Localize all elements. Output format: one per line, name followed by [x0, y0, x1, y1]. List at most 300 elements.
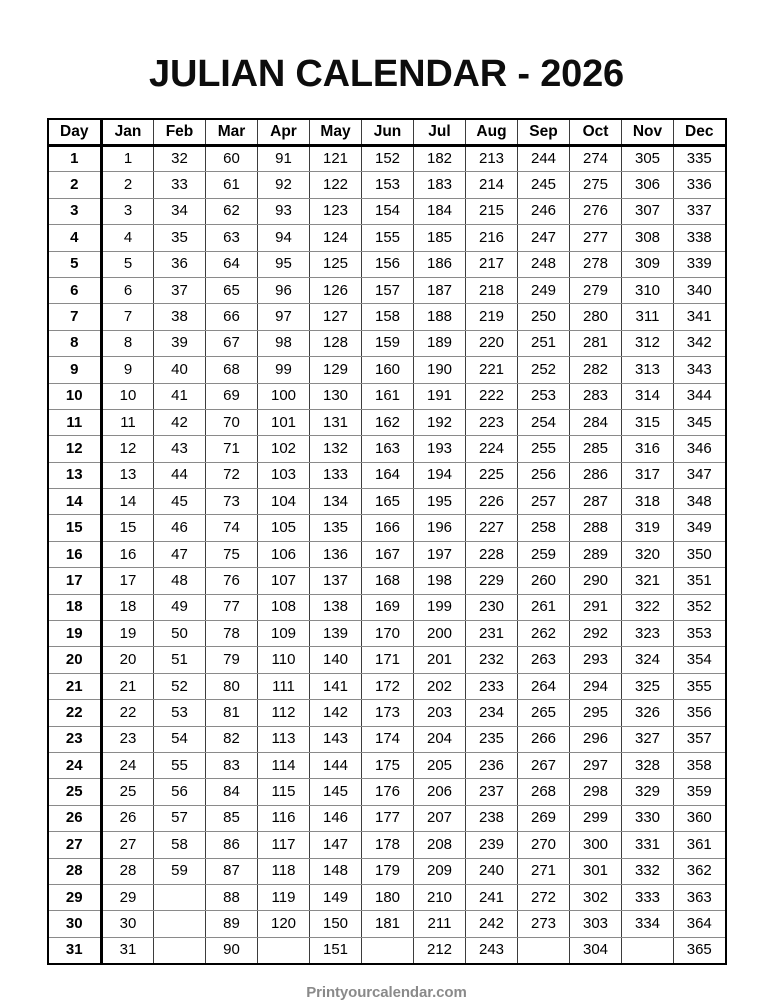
table-row — [48, 858, 726, 884]
julian-day-cell: 148 — [310, 858, 362, 884]
julian-day-cell: 85 — [206, 805, 258, 831]
julian-day-cell: 164 — [362, 462, 414, 488]
julian-day-cell: 106 — [258, 541, 310, 567]
julian-day-cell: 286 — [570, 462, 622, 488]
julian-day-cell: 332 — [622, 858, 674, 884]
julian-day-cell: 186 — [414, 251, 466, 277]
julian-day-cell: 67 — [206, 330, 258, 356]
julian-day-cell: 98 — [258, 330, 310, 356]
julian-day-cell: 297 — [570, 752, 622, 778]
julian-table-container — [47, 96, 727, 965]
empty-cell — [362, 937, 414, 963]
table-row — [48, 726, 726, 752]
julian-day-cell: 163 — [362, 436, 414, 462]
julian-day-cell: 70 — [206, 409, 258, 435]
julian-day-cell: 352 — [674, 594, 726, 620]
julian-day-cell: 103 — [258, 462, 310, 488]
julian-day-cell: 109 — [258, 621, 310, 647]
julian-day-cell: 123 — [310, 198, 362, 224]
julian-day-cell: 196 — [414, 515, 466, 541]
julian-day-cell: 101 — [258, 409, 310, 435]
julian-day-cell: 348 — [674, 489, 726, 515]
julian-day-cell: 71 — [206, 436, 258, 462]
julian-day-cell: 211 — [414, 911, 466, 937]
day-number-cell: 24 — [48, 752, 102, 778]
julian-day-cell: 181 — [362, 911, 414, 937]
julian-day-cell: 44 — [154, 462, 206, 488]
julian-day-cell: 314 — [622, 383, 674, 409]
julian-day-cell: 173 — [362, 700, 414, 726]
julian-day-cell: 89 — [206, 911, 258, 937]
day-number-cell: 9 — [48, 357, 102, 383]
table-row — [48, 647, 726, 673]
julian-day-cell: 293 — [570, 647, 622, 673]
julian-day-cell: 240 — [466, 858, 518, 884]
julian-day-cell: 58 — [154, 832, 206, 858]
julian-day-cell: 239 — [466, 832, 518, 858]
julian-day-cell: 91 — [258, 146, 310, 172]
julian-day-cell: 284 — [570, 409, 622, 435]
julian-day-cell: 180 — [362, 884, 414, 910]
julian-day-cell: 46 — [154, 515, 206, 541]
julian-day-cell: 331 — [622, 832, 674, 858]
julian-day-cell: 72 — [206, 462, 258, 488]
day-number-cell: 20 — [48, 647, 102, 673]
julian-day-cell: 309 — [622, 251, 674, 277]
julian-day-cell: 268 — [518, 779, 570, 805]
julian-day-cell: 312 — [622, 330, 674, 356]
julian-day-cell: 115 — [258, 779, 310, 805]
julian-day-cell: 248 — [518, 251, 570, 277]
julian-day-cell: 140 — [310, 647, 362, 673]
julian-day-cell: 250 — [518, 304, 570, 330]
table-row — [48, 541, 726, 567]
julian-day-cell: 267 — [518, 752, 570, 778]
julian-day-cell: 64 — [206, 251, 258, 277]
julian-day-cell: 364 — [674, 911, 726, 937]
julian-day-cell: 172 — [362, 673, 414, 699]
julian-day-cell: 209 — [414, 858, 466, 884]
julian-day-cell: 296 — [570, 726, 622, 752]
julian-day-cell: 361 — [674, 832, 726, 858]
julian-day-cell: 365 — [674, 937, 726, 963]
table-row — [48, 330, 726, 356]
julian-day-cell: 294 — [570, 673, 622, 699]
julian-day-cell: 237 — [466, 779, 518, 805]
day-number-cell: 8 — [48, 330, 102, 356]
julian-day-cell: 325 — [622, 673, 674, 699]
julian-day-cell: 227 — [466, 515, 518, 541]
julian-day-cell: 165 — [362, 489, 414, 515]
julian-day-cell: 187 — [414, 277, 466, 303]
julian-day-cell: 75 — [206, 541, 258, 567]
julian-day-cell: 50 — [154, 621, 206, 647]
julian-day-cell: 158 — [362, 304, 414, 330]
julian-day-cell: 15 — [102, 515, 154, 541]
julian-day-cell: 162 — [362, 409, 414, 435]
julian-day-cell: 167 — [362, 541, 414, 567]
julian-day-cell: 327 — [622, 726, 674, 752]
julian-day-cell: 247 — [518, 225, 570, 251]
julian-day-cell: 205 — [414, 752, 466, 778]
julian-day-cell: 304 — [570, 937, 622, 963]
table-row — [48, 937, 726, 963]
column-header-sep: Sep — [518, 119, 570, 146]
julian-day-cell: 73 — [206, 489, 258, 515]
day-number-cell: 30 — [48, 911, 102, 937]
julian-day-cell: 233 — [466, 673, 518, 699]
day-number-cell: 7 — [48, 304, 102, 330]
julian-day-cell: 257 — [518, 489, 570, 515]
julian-day-cell: 346 — [674, 436, 726, 462]
julian-day-cell: 197 — [414, 541, 466, 567]
day-number-cell: 4 — [48, 225, 102, 251]
julian-day-cell: 28 — [102, 858, 154, 884]
julian-day-cell: 108 — [258, 594, 310, 620]
julian-day-cell: 105 — [258, 515, 310, 541]
table-row — [48, 304, 726, 330]
column-header-apr: Apr — [258, 119, 310, 146]
julian-day-cell: 156 — [362, 251, 414, 277]
julian-day-cell: 183 — [414, 172, 466, 198]
julian-day-cell: 235 — [466, 726, 518, 752]
column-header-nov: Nov — [622, 119, 674, 146]
julian-day-cell: 223 — [466, 409, 518, 435]
julian-day-cell: 353 — [674, 621, 726, 647]
julian-day-cell: 11 — [102, 409, 154, 435]
julian-day-cell: 295 — [570, 700, 622, 726]
julian-day-cell: 4 — [102, 225, 154, 251]
julian-day-cell: 7 — [102, 304, 154, 330]
day-number-cell: 3 — [48, 198, 102, 224]
julian-day-cell: 152 — [362, 146, 414, 172]
julian-day-cell: 142 — [310, 700, 362, 726]
page-title: JULIAN CALENDAR - 2026 — [149, 53, 624, 95]
julian-day-cell: 10 — [102, 383, 154, 409]
julian-day-cell: 285 — [570, 436, 622, 462]
julian-day-cell: 139 — [310, 621, 362, 647]
day-number-cell: 25 — [48, 779, 102, 805]
julian-day-cell: 298 — [570, 779, 622, 805]
table-row — [48, 515, 726, 541]
julian-day-cell: 323 — [622, 621, 674, 647]
julian-day-cell: 324 — [622, 647, 674, 673]
julian-day-cell: 144 — [310, 752, 362, 778]
julian-day-cell: 59 — [154, 858, 206, 884]
julian-day-cell: 191 — [414, 383, 466, 409]
julian-day-cell: 200 — [414, 621, 466, 647]
julian-day-cell: 52 — [154, 673, 206, 699]
julian-day-cell: 234 — [466, 700, 518, 726]
julian-day-cell: 35 — [154, 225, 206, 251]
julian-day-cell: 347 — [674, 462, 726, 488]
julian-day-cell: 128 — [310, 330, 362, 356]
julian-day-cell: 146 — [310, 805, 362, 831]
julian-day-cell: 110 — [258, 647, 310, 673]
julian-day-cell: 88 — [206, 884, 258, 910]
julian-day-cell: 305 — [622, 146, 674, 172]
day-number-cell: 13 — [48, 462, 102, 488]
column-header-may: May — [310, 119, 362, 146]
table-row — [48, 779, 726, 805]
julian-day-cell: 25 — [102, 779, 154, 805]
day-number-cell: 2 — [48, 172, 102, 198]
julian-day-cell: 133 — [310, 462, 362, 488]
julian-day-cell: 77 — [206, 594, 258, 620]
julian-day-cell: 5 — [102, 251, 154, 277]
empty-cell — [154, 911, 206, 937]
julian-day-cell: 342 — [674, 330, 726, 356]
julian-day-cell: 256 — [518, 462, 570, 488]
julian-day-cell: 253 — [518, 383, 570, 409]
julian-day-cell: 244 — [518, 146, 570, 172]
julian-day-cell: 226 — [466, 489, 518, 515]
julian-day-cell: 216 — [466, 225, 518, 251]
julian-day-cell: 219 — [466, 304, 518, 330]
julian-day-cell: 8 — [102, 330, 154, 356]
julian-day-cell: 63 — [206, 225, 258, 251]
julian-day-cell: 273 — [518, 911, 570, 937]
day-number-cell: 15 — [48, 515, 102, 541]
julian-day-cell: 137 — [310, 568, 362, 594]
julian-day-cell: 19 — [102, 621, 154, 647]
julian-day-cell: 251 — [518, 330, 570, 356]
julian-day-cell: 166 — [362, 515, 414, 541]
julian-day-cell: 189 — [414, 330, 466, 356]
julian-day-cell: 344 — [674, 383, 726, 409]
julian-day-cell: 336 — [674, 172, 726, 198]
day-number-cell: 26 — [48, 805, 102, 831]
julian-day-cell: 302 — [570, 884, 622, 910]
julian-day-cell: 199 — [414, 594, 466, 620]
julian-day-cell: 192 — [414, 409, 466, 435]
julian-day-cell: 185 — [414, 225, 466, 251]
julian-day-cell: 214 — [466, 172, 518, 198]
julian-day-cell: 111 — [258, 673, 310, 699]
julian-day-cell: 358 — [674, 752, 726, 778]
table-row — [48, 568, 726, 594]
day-number-cell: 27 — [48, 832, 102, 858]
julian-day-cell: 275 — [570, 172, 622, 198]
julian-day-cell: 333 — [622, 884, 674, 910]
julian-day-cell: 238 — [466, 805, 518, 831]
julian-day-cell: 60 — [206, 146, 258, 172]
day-number-cell: 19 — [48, 621, 102, 647]
julian-day-cell: 277 — [570, 225, 622, 251]
julian-day-cell: 328 — [622, 752, 674, 778]
table-row — [48, 436, 726, 462]
table-row — [48, 198, 726, 224]
julian-day-cell: 274 — [570, 146, 622, 172]
table-row — [48, 621, 726, 647]
julian-day-cell: 51 — [154, 647, 206, 673]
julian-day-cell: 87 — [206, 858, 258, 884]
julian-day-cell: 345 — [674, 409, 726, 435]
day-number-cell: 23 — [48, 726, 102, 752]
julian-day-cell: 121 — [310, 146, 362, 172]
julian-day-cell: 362 — [674, 858, 726, 884]
table-row — [48, 277, 726, 303]
julian-day-cell: 349 — [674, 515, 726, 541]
julian-day-cell: 157 — [362, 277, 414, 303]
julian-day-cell: 120 — [258, 911, 310, 937]
column-header-jan: Jan — [102, 119, 154, 146]
day-number-cell: 14 — [48, 489, 102, 515]
table-row — [48, 594, 726, 620]
empty-cell — [154, 884, 206, 910]
julian-day-cell: 319 — [622, 515, 674, 541]
julian-day-cell: 141 — [310, 673, 362, 699]
julian-day-cell: 287 — [570, 489, 622, 515]
julian-day-cell: 48 — [154, 568, 206, 594]
julian-day-cell: 39 — [154, 330, 206, 356]
julian-day-cell: 315 — [622, 409, 674, 435]
julian-day-cell: 316 — [622, 436, 674, 462]
column-header-jun: Jun — [362, 119, 414, 146]
header-row — [48, 119, 726, 146]
julian-day-cell: 100 — [258, 383, 310, 409]
julian-day-cell: 217 — [466, 251, 518, 277]
julian-day-cell: 317 — [622, 462, 674, 488]
julian-day-cell: 114 — [258, 752, 310, 778]
julian-day-cell: 179 — [362, 858, 414, 884]
day-number-cell: 31 — [48, 937, 102, 963]
julian-day-cell: 335 — [674, 146, 726, 172]
table-row — [48, 700, 726, 726]
table-row — [48, 752, 726, 778]
julian-day-cell: 254 — [518, 409, 570, 435]
julian-day-cell: 246 — [518, 198, 570, 224]
table-header — [48, 119, 726, 146]
empty-cell — [518, 937, 570, 963]
table-row — [48, 884, 726, 910]
julian-day-cell: 330 — [622, 805, 674, 831]
empty-cell — [622, 937, 674, 963]
julian-day-cell: 21 — [102, 673, 154, 699]
julian-day-cell: 190 — [414, 357, 466, 383]
column-header-oct: Oct — [570, 119, 622, 146]
day-number-cell: 16 — [48, 541, 102, 567]
julian-day-cell: 338 — [674, 225, 726, 251]
julian-day-cell: 201 — [414, 647, 466, 673]
table-row — [48, 383, 726, 409]
julian-day-cell: 288 — [570, 515, 622, 541]
julian-day-cell: 1 — [102, 146, 154, 172]
julian-day-cell: 14 — [102, 489, 154, 515]
column-header-feb: Feb — [154, 119, 206, 146]
julian-day-cell: 37 — [154, 277, 206, 303]
julian-day-cell: 131 — [310, 409, 362, 435]
julian-day-cell: 308 — [622, 225, 674, 251]
julian-day-cell: 218 — [466, 277, 518, 303]
julian-day-cell: 270 — [518, 832, 570, 858]
julian-day-cell: 27 — [102, 832, 154, 858]
julian-day-cell: 40 — [154, 357, 206, 383]
julian-day-cell: 322 — [622, 594, 674, 620]
julian-day-cell: 127 — [310, 304, 362, 330]
julian-day-cell: 206 — [414, 779, 466, 805]
julian-day-cell: 303 — [570, 911, 622, 937]
julian-day-cell: 56 — [154, 779, 206, 805]
julian-day-cell: 195 — [414, 489, 466, 515]
julian-day-cell: 66 — [206, 304, 258, 330]
julian-day-cell: 188 — [414, 304, 466, 330]
julian-day-cell: 351 — [674, 568, 726, 594]
julian-day-cell: 74 — [206, 515, 258, 541]
julian-day-cell: 242 — [466, 911, 518, 937]
julian-day-cell: 321 — [622, 568, 674, 594]
julian-day-cell: 32 — [154, 146, 206, 172]
julian-day-cell: 161 — [362, 383, 414, 409]
julian-day-cell: 220 — [466, 330, 518, 356]
julian-day-cell: 326 — [622, 700, 674, 726]
table-row — [48, 225, 726, 251]
julian-day-cell: 243 — [466, 937, 518, 963]
julian-day-cell: 283 — [570, 383, 622, 409]
julian-day-cell: 343 — [674, 357, 726, 383]
table-row — [48, 251, 726, 277]
julian-day-cell: 150 — [310, 911, 362, 937]
julian-day-cell: 292 — [570, 621, 622, 647]
julian-day-cell: 134 — [310, 489, 362, 515]
column-header-dec: Dec — [674, 119, 726, 146]
julian-day-cell: 119 — [258, 884, 310, 910]
julian-day-cell: 300 — [570, 832, 622, 858]
table-row — [48, 832, 726, 858]
julian-day-cell: 363 — [674, 884, 726, 910]
column-header-jul: Jul — [414, 119, 466, 146]
julian-day-cell: 360 — [674, 805, 726, 831]
julian-day-cell: 310 — [622, 277, 674, 303]
julian-day-cell: 230 — [466, 594, 518, 620]
julian-day-cell: 262 — [518, 621, 570, 647]
julian-day-cell: 350 — [674, 541, 726, 567]
julian-day-cell: 171 — [362, 647, 414, 673]
julian-day-cell: 154 — [362, 198, 414, 224]
table-row — [48, 805, 726, 831]
julian-day-cell: 215 — [466, 198, 518, 224]
julian-day-cell: 202 — [414, 673, 466, 699]
julian-day-cell: 359 — [674, 779, 726, 805]
julian-day-cell: 53 — [154, 700, 206, 726]
julian-day-cell: 107 — [258, 568, 310, 594]
julian-day-cell: 96 — [258, 277, 310, 303]
julian-day-cell: 282 — [570, 357, 622, 383]
julian-day-cell: 278 — [570, 251, 622, 277]
julian-day-cell: 135 — [310, 515, 362, 541]
julian-day-cell: 356 — [674, 700, 726, 726]
julian-day-cell: 174 — [362, 726, 414, 752]
julian-day-cell: 57 — [154, 805, 206, 831]
julian-day-cell: 339 — [674, 251, 726, 277]
table-row — [48, 172, 726, 198]
day-number-cell: 10 — [48, 383, 102, 409]
julian-day-cell: 236 — [466, 752, 518, 778]
julian-day-cell: 18 — [102, 594, 154, 620]
julian-day-cell: 263 — [518, 647, 570, 673]
julian-day-cell: 337 — [674, 198, 726, 224]
julian-day-cell: 76 — [206, 568, 258, 594]
julian-day-cell: 97 — [258, 304, 310, 330]
empty-cell — [154, 937, 206, 963]
julian-day-cell: 160 — [362, 357, 414, 383]
julian-day-cell: 6 — [102, 277, 154, 303]
table-row — [48, 489, 726, 515]
column-header-mar: Mar — [206, 119, 258, 146]
julian-day-cell: 34 — [154, 198, 206, 224]
julian-day-cell: 281 — [570, 330, 622, 356]
empty-cell — [258, 937, 310, 963]
